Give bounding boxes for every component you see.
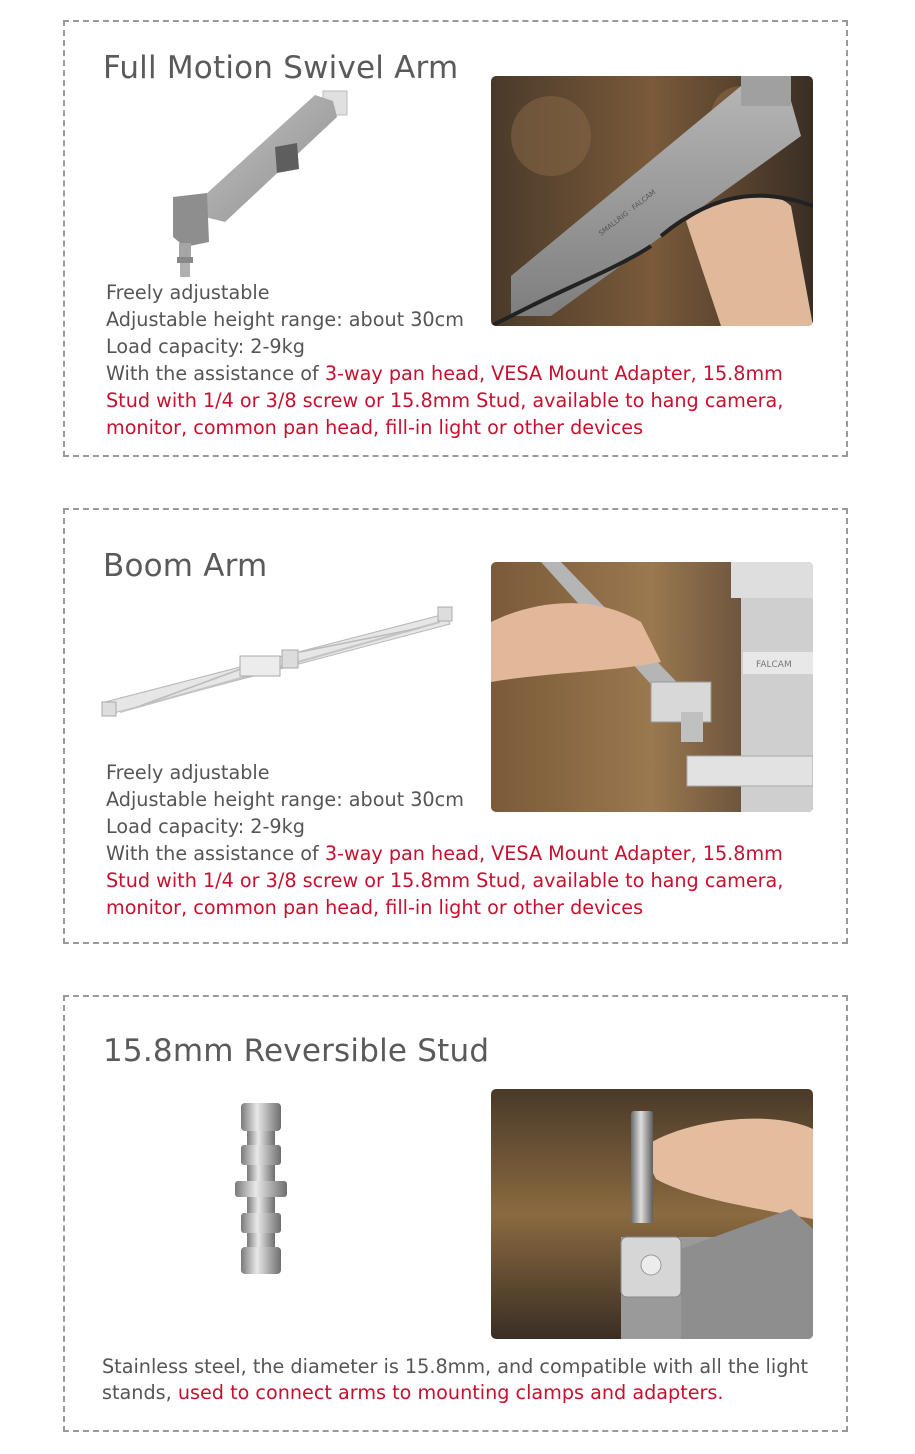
boom-arm-product-image	[100, 602, 460, 727]
desc-line: Freely adjustable	[106, 281, 270, 304]
desc-line: Adjustable height range: about 30cm	[106, 788, 464, 811]
assist-prefix: With the assistance of	[106, 842, 325, 865]
section-description	[106, 759, 783, 921]
desc-prefix: stands,	[102, 1381, 178, 1404]
stud-product-image	[233, 1101, 289, 1276]
assist-highlight: monitor, common pan head, fill-in light or other devices	[106, 896, 644, 919]
arm-brand-label: SMALLRIG · FALCAM	[597, 188, 658, 238]
section-description	[102, 1354, 808, 1406]
desc-line: Freely adjustable	[106, 761, 270, 784]
assist-highlight: Stud with 1/4 or 3/8 screw or 15.8mm Stud, available to hang camera,	[106, 389, 784, 412]
section-reversible-stud	[63, 995, 848, 1432]
section-description	[106, 279, 783, 441]
desc-line: Stainless steel, the diameter is 15.8mm, and compatible with all the light	[102, 1355, 809, 1378]
assist-highlight: Stud with 1/4 or 3/8 screw or 15.8mm Stud, available to hang camera,	[106, 869, 784, 892]
desc-highlight: used to connect arms to mounting clamps and adapters.	[177, 1381, 724, 1404]
desc-line: Load capacity: 2-9kg	[106, 335, 305, 358]
desc-line: Load capacity: 2-9kg	[106, 815, 305, 838]
section-title: Boom Arm	[103, 548, 268, 584]
section-full-motion-swivel-arm	[63, 20, 848, 457]
desc-line: Adjustable height range: about 30cm	[106, 308, 464, 331]
assist-highlight: 3-way pan head, VESA Mount Adapter, 15.8mm	[324, 362, 783, 385]
assist-highlight: monitor, common pan head, fill-in light or other devices	[106, 416, 644, 439]
section-title: 15.8mm Reversible Stud	[103, 1033, 490, 1069]
strap-brand-label: FALCAM	[756, 660, 792, 670]
swivel-arm-product-image	[165, 87, 365, 287]
assist-highlight: 3-way pan head, VESA Mount Adapter, 15.8mm	[324, 842, 783, 865]
stud-photo	[491, 1089, 813, 1339]
assist-prefix: With the assistance of	[106, 362, 325, 385]
section-title: Full Motion Swivel Arm	[103, 50, 459, 86]
section-boom-arm	[63, 508, 848, 944]
